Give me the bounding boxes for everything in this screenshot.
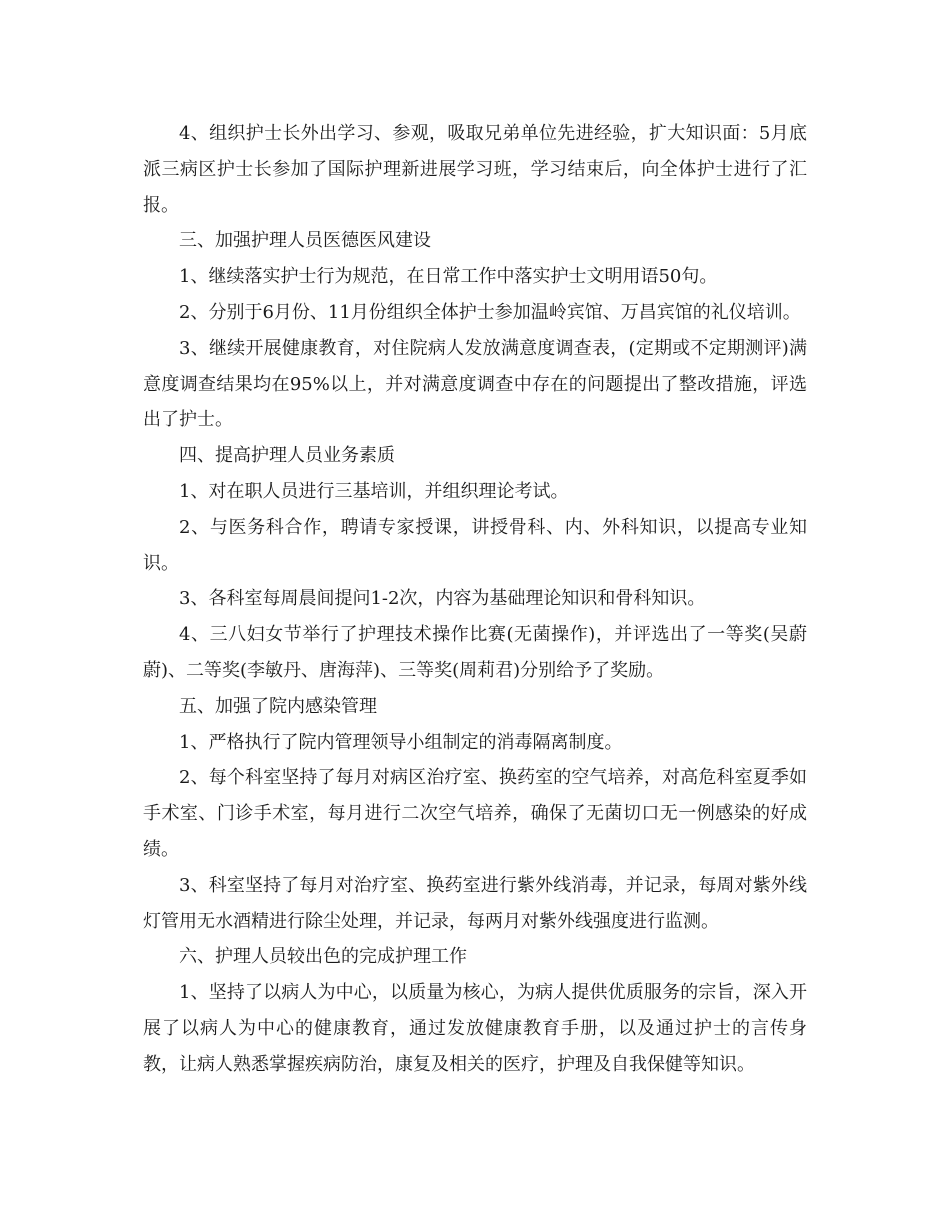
section-heading-4: 四、提高护理人员业务素质: [179, 445, 395, 467]
document-body: [143, 116, 807, 1083]
paragraph-item-4-skills-contest: 4、三八妇女节举行了护理技术操作比赛(无菌操作)，并评选出了一等奖(吴蔚蔚)、二等奖(李敏丹、唐海萍)、三等奖(周莉君)分别给予了奖励。: [143, 624, 807, 681]
section-heading-6: 六、护理人员较出色的完成护理工作: [179, 946, 467, 968]
section-heading-5: 五、加强了院内感染管理: [179, 695, 377, 717]
paragraph-item-2-etiquette-training: 2、分别于6月份、11月份组织全体护士参加温岭宾馆、万昌宾馆的礼仪培训。: [179, 301, 801, 323]
paragraph-item-2-air-culture: 2、每个科室坚持了每月对病区治疗室、换药室的空气培养，对高危科室夏季如手术室、门诊手术室，每月进行二次空气培养，确保了无菌切口无一例感染的好成绩。: [143, 767, 807, 860]
paragraph-item-2-expert-lectures: 2、与医务科合作，聘请专家授课，讲授骨科、内、外科知识，以提高专业知识。: [143, 516, 807, 574]
paragraph-item-1-disinfection-system: 1、严格执行了院内管理领导小组制定的消毒隔离制度。: [179, 731, 623, 753]
paragraph-item-4-study-tour: 4、组织护士长外出学习、参观，吸取兄弟单位先进经验，扩大知识面：5月底派三病区护士长参加了国际护理新进展学习班，学习结束后，向全体护士进行了汇报。: [143, 123, 807, 216]
paragraph-item-3-morning-questions: 3、各科室每周晨间提问1-2次，内容为基础理论知识和骨科知识。: [179, 588, 706, 610]
paragraph-item-3-uv-disinfection: 3、科室坚持了每月对治疗室、换药室进行紫外线消毒，并记录，每周对紫外线灯管用无水酒精进行除尘处理，并记录，每两月对紫外线强度进行监测。: [143, 874, 807, 932]
paragraph-item-1-conduct-norms: 1、继续落实护士行为规范，在日常工作中落实护士文明用语50句。: [179, 266, 718, 288]
paragraph-item-1-basic-training: 1、对在职人员进行三基培训，并组织理论考试。: [179, 480, 569, 502]
paragraph-item-1-patient-centered: 1、坚持了以病人为中心，以质量为核心，为病人提供优质服务的宗旨，深入开展了以病人为中心的健康教育，通过发放健康教育手册，以及通过护士的言传身教，让病人熟悉掌握疾病防治，康复及相关的医疗，护理及自我保健等知识。: [143, 982, 807, 1075]
section-heading-3: 三、加强护理人员医德医风建设: [179, 230, 431, 252]
paragraph-item-3-health-education: 3、继续开展健康教育，对住院病人发放满意度调查表，(定期或不定期测评)满意度调查结果均在95%以上，并对满意度调查中存在的问题提出了整改措施，评选出了护士。: [143, 337, 807, 431]
